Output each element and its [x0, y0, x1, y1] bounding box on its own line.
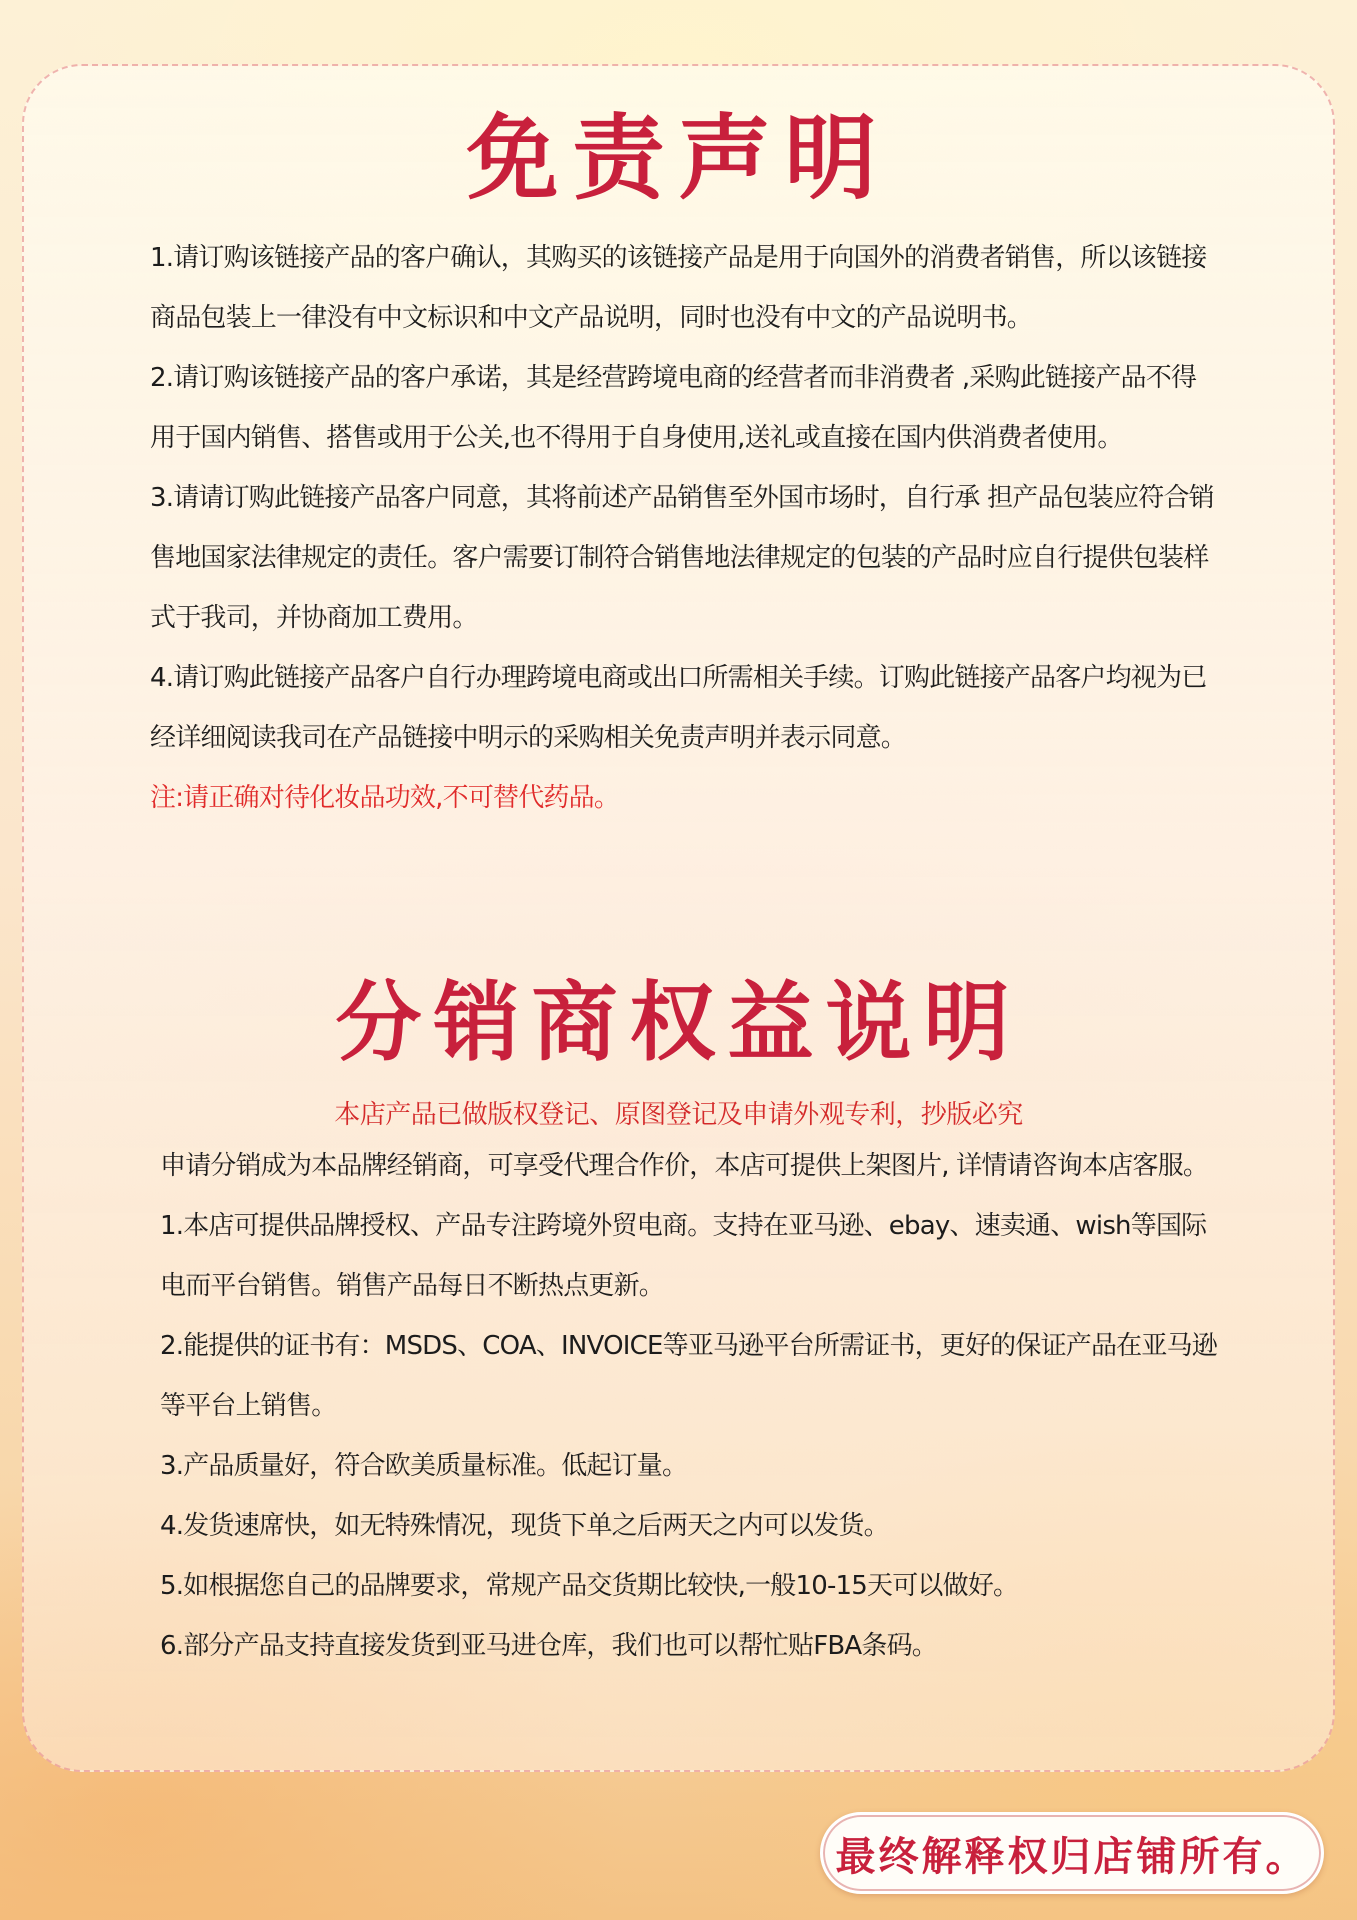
- footer-badge: [820, 1812, 1324, 1894]
- distributor-intro: 申请分销成为本品牌经销商，可享受代理合作价，本店可提供上架图片, 详情请咨询本店客服。: [160, 1151, 1209, 1181]
- disclaimer-item: 3.请请订购此链接产品客户同意，其将前述产品销售至外国市场时，自行承 担产品包装应符合销售地国家法律规定的责任。客户需要订制符合销售地法律规定的包装的产品时应自行提供包装样式于我司，并协商加工费用。: [150, 483, 1214, 633]
- disclaimer-title: 免责声明: [466, 104, 891, 212]
- disclaimer-item: 4.请订购此链接产品客户自行办理跨境电商或出口所需相关手续。订购此链接产品客户均视为已经详细阅读我司在产品链接中明示的采购相关免责声明并表示同意。: [150, 663, 1207, 753]
- distributor-item: 3.产品质量好，符合欧美质量标准。低起订量。: [160, 1451, 688, 1481]
- distributor-item: 5.如根据您自己的品牌要求，常规产品交货期比较快,一般10-15天可以做好。: [160, 1571, 1019, 1601]
- final-interpretation-note: 最终解释权归店铺所有。: [835, 1832, 1309, 1880]
- cosmetics-note: 注:请正确对待化妆品功效,不可替代药品。: [150, 783, 620, 813]
- distributor-item: 1.本店可提供品牌授权、产品专注跨境外贸电商。支持在亚马逊、ebay、速卖通、wish等国际电而平台销售。销售产品每日不断热点更新。: [160, 1211, 1207, 1301]
- distributor-title: 分销商权益说明: [335, 972, 1022, 1073]
- disclaimer-body: [150, 228, 1220, 828]
- distributor-item: 6.部分产品支持直接发货到亚马进仓库，我们也可以帮忙贴FBA条码。: [160, 1631, 937, 1661]
- copyright-notice: 本店产品已做版权登记、原图登记及申请外观专利，抄版必究: [334, 1100, 1023, 1130]
- disclaimer-item: 1.请订购该链接产品的客户确认，其购买的该链接产品是用于向国外的消费者销售，所以该链接商品包装上一律没有中文标识和中文产品说明，同时也没有中文的产品说明书。: [150, 243, 1207, 333]
- distributor-body: [160, 1136, 1220, 1676]
- distributor-item: 4.发货速席快，如无特殊情况，现货下单之后两天之内可以发货。: [160, 1511, 889, 1541]
- distributor-item: 2.能提供的证书有：MSDS、COA、INVOICE等亚马逊平台所需证书，更好的保证产品在亚马逊等平台上销售。: [160, 1331, 1217, 1421]
- disclaimer-item: 2.请订购该链接产品的客户承诺，其是经营跨境电商的经营者而非消费者 ,采购此链接产品不得用于国内销售、搭售或用于公关,也不得用于自身使用,送礼或直接在国内供消费者使用。: [150, 363, 1197, 453]
